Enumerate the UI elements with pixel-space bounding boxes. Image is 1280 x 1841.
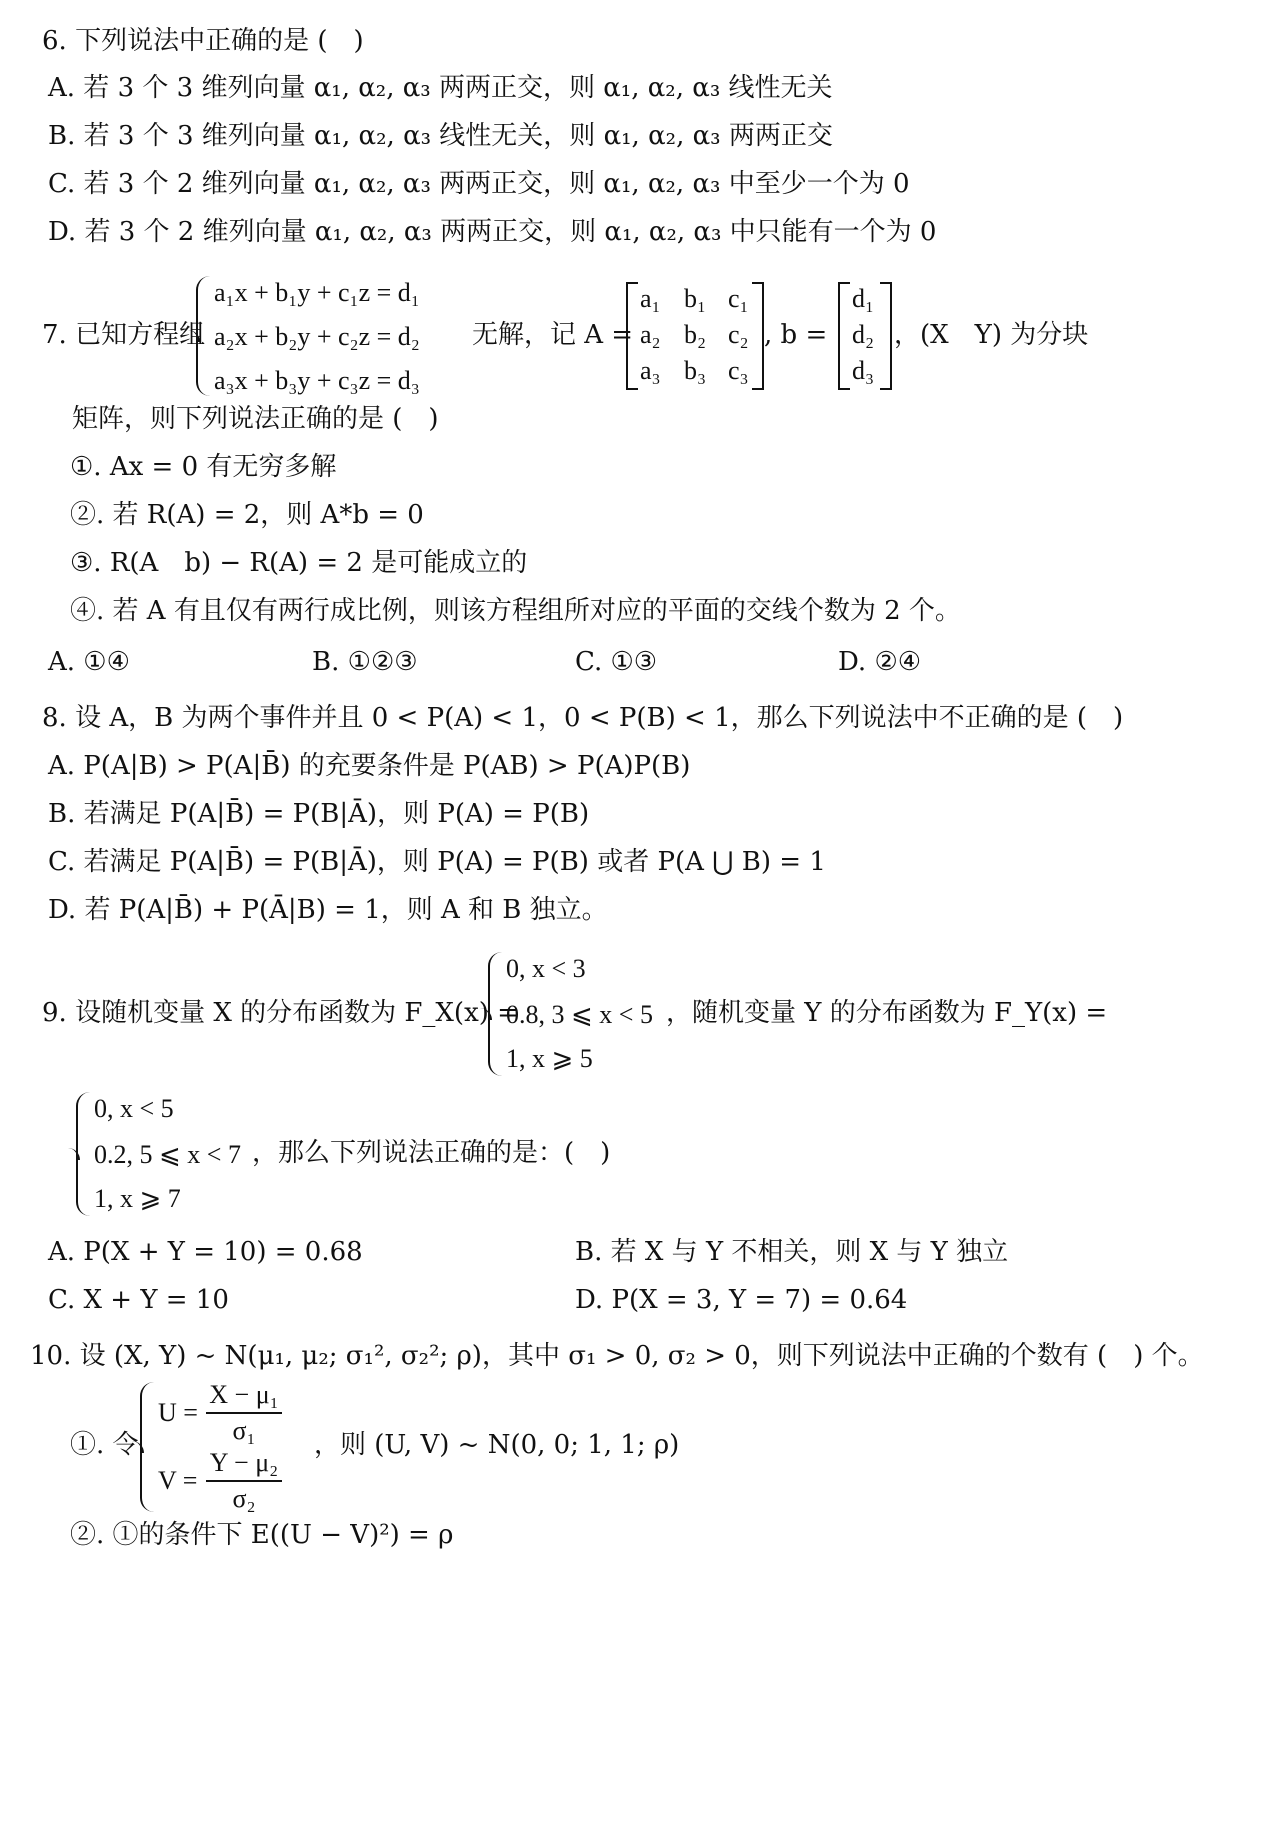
vector-cell: d₃	[852, 356, 875, 385]
q6-option-d: D. 若 3 个 2 维列向量 α₁, α₂, α₃ 两两正交，则 α₁, α₂, α₃ 中只能有一个为 0	[48, 217, 937, 247]
q8-option-c: C. 若满足 P(A|B̄) = P(B|Ā)，则 P(A) = P(B) 或者 P(A ⋃ B) = 1	[48, 847, 826, 877]
q9-fx-cases	[488, 952, 668, 1076]
matrix-cell: c₃	[728, 356, 749, 385]
q9-option-c: C. X + Y = 10	[48, 1285, 229, 1315]
matrix-cell: b₃	[684, 356, 707, 385]
q7-mid-text: 无解，记 A =	[472, 320, 634, 350]
q10-u-fraction-bar	[206, 1412, 282, 1414]
q10-v-fraction-bar	[206, 1480, 282, 1482]
q7-statement-2: ②. 若 R(A) = 2，则 A*b = 0	[70, 500, 424, 530]
q7-stem-prefix: 7. 已知方程组	[42, 320, 206, 350]
q6-option-a: A. 若 3 个 3 维列向量 α₁, α₂, α₃ 两两正交，则 α₁, α₂, α₃ 线性无关	[48, 73, 833, 103]
matrix-cell: a₃	[640, 356, 661, 385]
matrix-cell: c₂	[728, 320, 749, 349]
q7-vector-b	[838, 282, 892, 390]
q9-fy-case-3: 1, x ⩾ 7	[94, 1184, 181, 1213]
q7-option-c: C. ①③	[575, 647, 658, 677]
q9-fy-cases	[76, 1092, 256, 1216]
q10-v-denominator: σ₂	[232, 1484, 256, 1513]
matrix-cell: b₁	[684, 284, 707, 313]
q10-u-numerator: X − μ₁	[209, 1380, 279, 1409]
q7-equation-system	[196, 276, 456, 396]
q9-fy-brace	[76, 1092, 96, 1216]
q9-fx-case-1: 0, x < 3	[506, 954, 586, 983]
q7-statement-4: ④. 若 A 有且仅有两行成比例，则该方程组所对应的平面的交线个数为 2 个。	[70, 596, 961, 626]
matrix-cell: b₂	[684, 320, 707, 349]
q8-option-a: A. P(A|B) > P(A|B̄) 的充要条件是 P(AB) > P(A)P(B)	[48, 751, 691, 781]
vector-cell: d₁	[852, 284, 875, 313]
q10-uv-definition	[140, 1382, 300, 1512]
q9-tail-text: ，那么下列说法正确的是：( )	[252, 1138, 611, 1168]
q9-mid-text: ，随机变量 Y 的分布函数为 F_Y(x) =	[666, 998, 1108, 1028]
q10-left-brace	[140, 1382, 160, 1512]
q9-fy-case-1: 0, x < 5	[94, 1094, 174, 1123]
q10-statement-1-prefix: ①. 令	[70, 1430, 139, 1460]
q10-v-numerator: Y − μ₂	[209, 1448, 279, 1477]
q7-eq2: a₂x + b₂y + c₂z = d₂	[214, 322, 420, 351]
q9-option-d: D. P(X = 3, Y = 7) = 0.64	[575, 1285, 908, 1315]
q7-tail-text: ，(X Y) 为分块	[894, 320, 1089, 350]
q7-option-a: A. ①④	[48, 647, 130, 677]
q9-stem-prefix: 9. 设随机变量 X 的分布函数为 F_X(x) =	[42, 998, 519, 1028]
q7-statement-1: ①. Ax = 0 有无穷多解	[70, 452, 337, 482]
vector-cell: d₂	[852, 320, 875, 349]
q7-eq1: a₁x + b₁y + c₁z = d₁	[214, 278, 420, 307]
q9-fx-case-3: 1, x ⩾ 5	[506, 1044, 593, 1073]
q9-option-b: B. 若 X 与 Y 不相关，则 X 与 Y 独立	[575, 1237, 1009, 1267]
q9-fx-case-2: 0.8, 3 ⩽ x < 5	[506, 1000, 653, 1029]
q7-statement-3: ③. R(A b) − R(A) = 2 是可能成立的	[70, 548, 528, 578]
q6-option-b: B. 若 3 个 3 维列向量 α₁, α₂, α₃ 线性无关，则 α₁, α₂, α₃ 两两正交	[48, 121, 833, 151]
q9-fy-case-2: 0.2, 5 ⩽ x < 7	[94, 1140, 241, 1169]
matrix-cell: c₁	[728, 284, 749, 313]
q7-option-b: B. ①②③	[312, 647, 418, 677]
q9-option-a: A. P(X + Y = 10) = 0.68	[48, 1237, 363, 1267]
q7-stem-continued: 矩阵，则下列说法正确的是 ( )	[72, 404, 439, 434]
q7-matrix-a	[626, 282, 764, 390]
q8-stem: 8. 设 A，B 为两个事件并且 0 < P(A) < 1，0 < P(B) < 1，那么下列说法中不正确的是 ( )	[42, 703, 1124, 733]
q10-stem: 10. 设 (X, Y) ~ N(μ₁, μ₂; σ₁², σ₂²; ρ)，其中 σ₁ > 0, σ₂ > 0，则下列说法中正确的个数有 ( ) 个。	[30, 1341, 1204, 1371]
q8-option-d: D. 若 P(A|B̄) + P(Ā|B) = 1，则 A 和 B 独立。	[48, 895, 608, 925]
matrix-cell: a₁	[640, 284, 661, 313]
q7-eq3: a₃x + b₃y + c₃z = d₃	[214, 366, 420, 395]
q7-left-brace	[196, 276, 216, 396]
q10-u-label: U =	[158, 1398, 198, 1427]
q10-v-label: V =	[158, 1466, 198, 1495]
q10-statement-2: ②. ①的条件下 E((U − V)²) = ρ	[70, 1520, 454, 1550]
q9-fx-brace	[488, 952, 508, 1076]
q7-comma-b: , b =	[764, 320, 828, 350]
q6-option-c: C. 若 3 个 2 维列向量 α₁, α₂, α₃ 两两正交，则 α₁, α₂, α₃ 中至少一个为 0	[48, 169, 910, 199]
q7-option-d: D. ②④	[838, 647, 922, 677]
q8-option-b: B. 若满足 P(A|B̄) = P(B|Ā)，则 P(A) = P(B)	[48, 799, 590, 829]
q10-u-denominator: σ₁	[232, 1416, 256, 1445]
q6-stem: 6. 下列说法中正确的是 ( )	[42, 26, 364, 56]
q10-statement-1-tail: ，则 (U, V) ~ N(0, 0; 1, 1; ρ)	[314, 1430, 680, 1460]
matrix-cell: a₂	[640, 320, 661, 349]
